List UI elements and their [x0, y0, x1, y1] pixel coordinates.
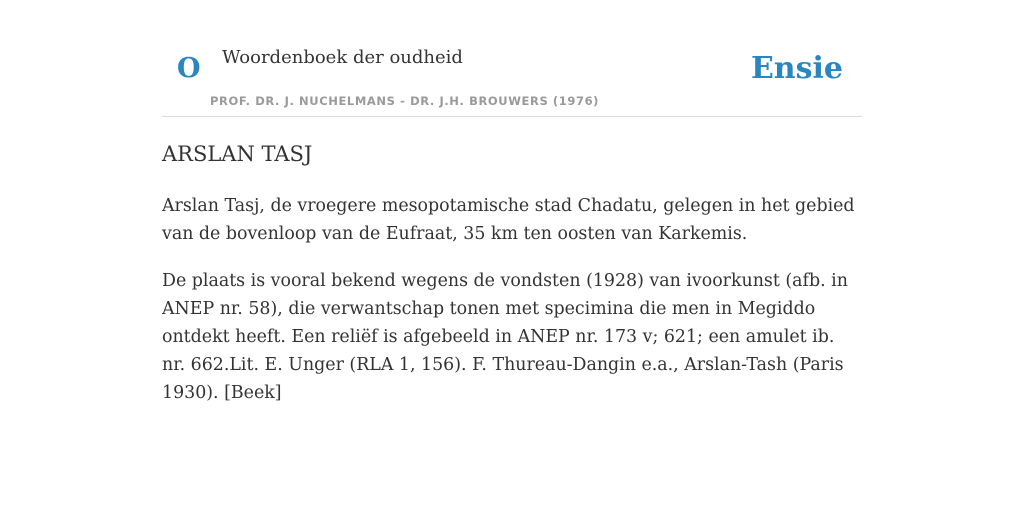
letter-index-link[interactable]: O [177, 53, 201, 84]
authors-line: PROF. DR. J. NUCHELMANS - DR. J.H. BROUWERS (1976) [210, 94, 600, 108]
book-title-link[interactable]: Woordenboek der oudheid [222, 47, 463, 68]
header [162, 0, 862, 117]
ensie-logo-link[interactable]: Ensie [750, 51, 843, 86]
entry-paragraph-1: Arslan Tasj, de vroegere mesopotamische stad Chadatu, gelegen in het gebied van de bovenloop van de Eufraat, 35 km ten oosten van Karkemis. [162, 196, 855, 244]
entry-title: ARSLAN TASJ [162, 142, 313, 166]
entry-paragraph-2: De plaats is vooral bekend wegens de vondsten (1928) van ivoorkunst (afb. in ANEP nr. 58), die verwantschap tonen met specimina die men in Megiddo ontdekt heeft. Een reliëf is afgebeeld in ANEP nr. 173 v; 621; een amulet ib. nr. 662.Lit. E. Unger (RLA 1, 156). F. Thureau-Dangin e.a., Arslan-Tash (Paris 1930). [Beek] [162, 271, 848, 403]
